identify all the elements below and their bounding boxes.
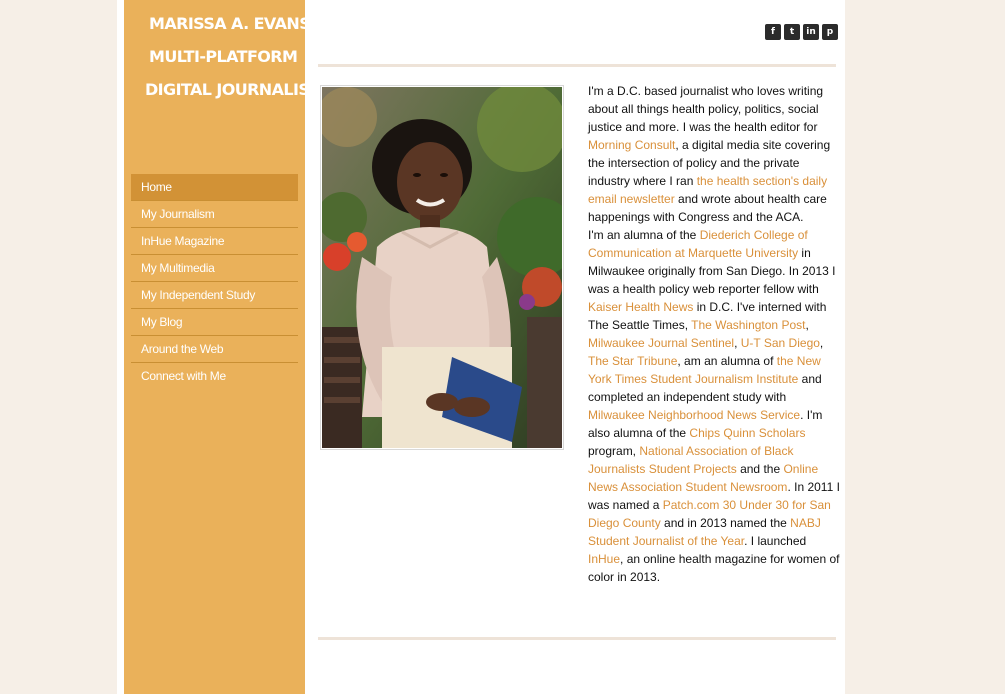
bio-text-segment: and in 2013 named the: [660, 516, 791, 530]
bio-text-segment: ,: [819, 336, 824, 350]
bio-text-segment: . I launched: [744, 534, 807, 548]
link-diederich-college[interactable]: Diederich College of Communication at Marquette University: [588, 228, 808, 260]
link-ut-san-diego[interactable]: U-T San Diego: [740, 336, 820, 350]
link-nabj-student-journalist-of-year[interactable]: NABJ Student Journalist of the Year: [588, 516, 821, 548]
link-milwaukee-journal-sentinel[interactable]: Milwaukee Journal Sentinel: [588, 336, 735, 350]
bio-paragraph-2: [588, 226, 840, 586]
facebook-icon[interactable]: f: [765, 24, 781, 40]
bio-text-segment: , a digital media site covering the intersection of policy and the private industry where I ran: [588, 138, 831, 188]
pinterest-icon[interactable]: p: [822, 24, 838, 40]
link-nabj-student-projects[interactable]: National Association of Black Journalists Student Projects: [588, 444, 794, 476]
profile-photo-frame: [320, 85, 564, 450]
bio-text-segment: ,: [734, 336, 741, 350]
bio-text-segment: program,: [588, 444, 640, 458]
top-divider: [318, 64, 836, 67]
bio-paragraph-1: [588, 82, 840, 226]
link-nyt-student-journalism-institute[interactable]: the New York Times Student Journalism Institute: [588, 354, 821, 386]
bio-text-segment: and completed an independent study with: [588, 372, 822, 404]
nav-item-my-blog[interactable]: My Blog: [131, 309, 298, 336]
nav-item-home[interactable]: Home: [131, 174, 298, 201]
nav-item-my-journalism[interactable]: My Journalism: [131, 201, 298, 228]
link-milwaukee-neighborhood-news-service[interactable]: Milwaukee Neighborhood News Service: [588, 408, 801, 422]
profile-photo: [322, 87, 562, 448]
bio-text-segment: , an online health magazine for women of color in 2013.: [588, 552, 840, 584]
nav-item-connect-with-me[interactable]: Connect with Me: [141, 369, 226, 383]
bio-text-segment: , am an alumna of: [677, 354, 777, 368]
social-links: [765, 24, 838, 40]
bio-text-segment: in D.C. I've interned with The Seattle Times,: [588, 300, 827, 332]
link-patch-30-under-30[interactable]: Patch.com 30 Under 30 for San Diego County: [588, 498, 831, 530]
twitter-icon[interactable]: t: [784, 24, 800, 40]
sidebar: [124, 0, 320, 694]
bio-text-segment: and the: [736, 462, 784, 476]
bio-text: [588, 82, 840, 586]
link-kaiser-health-news[interactable]: Kaiser Health News: [588, 300, 694, 314]
link-washington-post[interactable]: The Washington Post: [691, 318, 806, 332]
link-ona-student-newsroom[interactable]: Online News Association Student Newsroom: [588, 462, 819, 494]
bio-text-segment: I'm an alumna of the: [588, 228, 700, 242]
bio-text-segment: I'm a D.C. based journalist who loves writing about all things health policy, politics, social justice and more. I was the health editor for: [588, 84, 824, 134]
nav-item-my-multimedia[interactable]: My Multimedia: [131, 255, 298, 282]
bio-text-segment: in Milwaukee originally from San Diego. In 2013 I was a health policy web reporter fellow with: [588, 246, 836, 296]
link-chips-quinn-scholars[interactable]: Chips Quinn Scholars: [689, 426, 806, 440]
site-title-line-3: DIGITAL JOURNALIST: [145, 80, 320, 99]
site-title-line-1: MARISSA A. EVANS: [149, 14, 311, 33]
link-star-tribune[interactable]: The Star Tribune: [588, 354, 678, 368]
main-navigation: [131, 174, 298, 389]
bio-text-segment: . I'm also alumna of the: [588, 408, 823, 440]
site-title-line-2: MULTI-PLATFORM: [149, 47, 298, 66]
link-morning-consult[interactable]: Morning Consult: [588, 138, 676, 152]
nav-item-around-the-web[interactable]: Around the Web: [131, 336, 298, 363]
bio-text-segment: ,: [805, 318, 809, 332]
nav-item-inhue-magazine[interactable]: InHue Magazine: [131, 228, 298, 255]
linkedin-icon[interactable]: in: [803, 24, 819, 40]
link-daily-email-newsletter[interactable]: the health section's daily email newsletter: [588, 174, 828, 206]
link-inhue[interactable]: InHue: [588, 552, 621, 566]
bottom-divider: [318, 637, 836, 640]
bio-text-segment: and wrote about health care happenings with Congress and the ACA.: [588, 192, 827, 224]
bio-text-segment: . In 2011 I was named a: [588, 480, 840, 512]
nav-item-my-independent-study[interactable]: My Independent Study: [131, 282, 298, 309]
